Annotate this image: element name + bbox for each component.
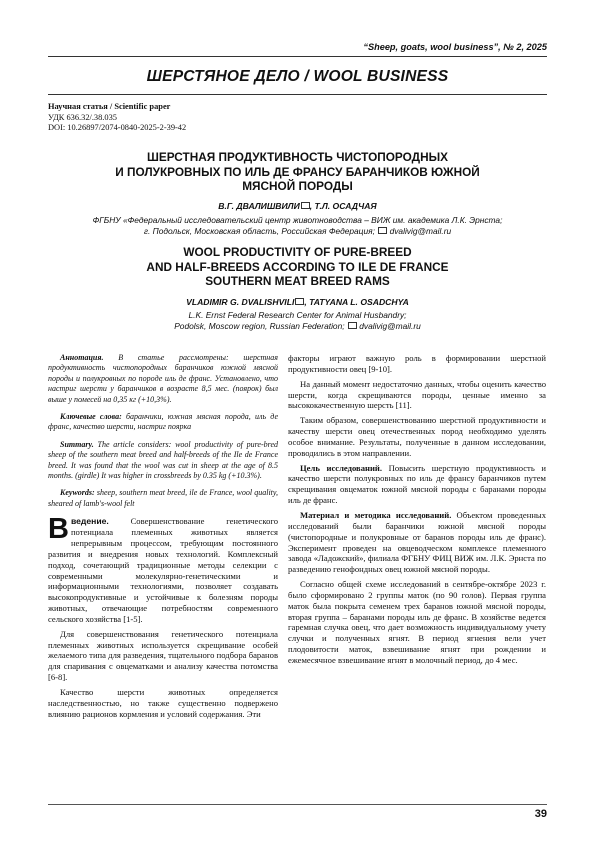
ru-email: dvalivig@mail.ru <box>389 225 452 236</box>
article-meta <box>48 102 186 134</box>
en-title-line: AND HALF-BREEDS ACCORDING TO ILE DE FRANCE <box>146 259 449 274</box>
left-column <box>48 353 278 723</box>
envelope-icon <box>295 298 304 305</box>
ru-affil-location: г. Подольск, Московская область, Российская Федерация; <box>143 225 375 236</box>
abstract-ru-label: Аннотация. <box>60 353 104 362</box>
envelope-icon <box>348 322 357 329</box>
envelope-icon <box>378 227 387 234</box>
en-affiliation <box>48 310 547 331</box>
keywords-ru <box>48 412 278 433</box>
journal-header: “Sheep, goats, wool business”, № 2, 2025 <box>363 42 547 52</box>
ru-affil-line-2 <box>48 226 547 237</box>
abstract-en-text: The article considers: wool productivity of pure-bred sheep of the southern meat breed and half-breeds of the Ile de France breed. It was found that the wool was cut in sheep at the age of 8.5 months. (girdle) It was higher in crossbreeds by 0.35 kg (+10.3%). <box>48 439 279 481</box>
ru-title-line: ШЕРСТНАЯ ПРОДУКТИВНОСТЬ ЧИСТОПОРОДНЫХ <box>146 150 449 164</box>
en-email: dvalivig@mail.ru <box>359 320 421 331</box>
en-affil-line-2 <box>48 321 547 332</box>
goal-heading: Цель исследований. <box>300 462 383 473</box>
body-paragraph: На данный момент недостаточно данных, чтобы оценить качество шерсти, когда скрещиваются породы, ценные именно за высококачественную шерсть [11]. <box>288 378 546 411</box>
page-number: 39 <box>534 808 547 820</box>
goal-text: Повысить шерстную продуктивность и качество шерсти полукровных по иль де франсу баранчиков путем скрещивания овцематок южной мясной породы с баранами породы иль де франс. <box>288 462 546 506</box>
ru-author-2: , Т.Л. ОСАДЧАЯ <box>309 201 377 211</box>
abstract-block <box>48 353 278 509</box>
en-title <box>48 245 547 289</box>
doi: DOI: 10.26897/2074-0840-2025-2-39-42 <box>48 123 187 133</box>
section-title: ШЕРСТЯНОЕ ДЕЛО / WOOL BUSINESS <box>146 68 449 85</box>
abstract-ru-text: В статье рассмотрены: шерстная продуктивность чистопородных баранчиков южной мясной породы и полукровных по породе иль де франс. Установлено, что настриг шерсти у баранчиков в возрасте 8,5 мес. (поярок) был выше у помесей на 0,35 кг (+10,3%). <box>48 353 278 404</box>
keywords-ru-text: баранчики, южная мясная порода, иль де франс, качество шерсти, настриг поярка <box>48 412 278 432</box>
keywords-ru-label: Ключевые слова: <box>60 412 122 422</box>
body-paragraph: Качество шерсти животных определяется наследственностью, но также существенно подвержено влиянию рационов кормления и условий содержания. Эти <box>48 686 278 719</box>
en-author-1: VLADIMIR G. DVALISHVILI <box>186 297 295 307</box>
en-authors <box>48 297 547 307</box>
keywords-en-text: sheep, southern meat breed, ile de France, wool quality, sheared of lamb's-wool felt <box>48 488 278 508</box>
section-rule <box>48 94 547 95</box>
keywords-en <box>48 488 278 509</box>
ru-affiliation <box>48 215 547 236</box>
envelope-icon <box>301 202 310 209</box>
ru-title-line: МЯСНОЙ ПОРОДЫ <box>242 179 353 194</box>
en-title-line: SOUTHERN MEAT BREED RAMS <box>205 274 390 289</box>
ru-authors <box>48 201 547 211</box>
intro-heading: ведение. <box>70 516 109 527</box>
en-affil-location: Podolsk, Moscow region, Russian Federation; <box>174 320 345 331</box>
footer-rule <box>48 804 547 805</box>
body-paragraph: Согласно общей схеме исследований в сентябре-октябре 2023 г. было сформировано 2 группы маток (по 90 голов). Первая группа маток была покрыта семенем трех баранов южной мясной породы, вторая группа – баранами породы иль де франс. В хозяйстве ведется гаремная случка овец, что дает возможность индивидуальному учету случки и полученных ягнят. В период ягнения вели учет плодовитости маток, взвешивание ягнят при рождении и ежемесячное взвешивание ягнят в молочный период, до 4 мес. <box>288 579 546 665</box>
ru-title <box>48 150 547 194</box>
udc-code: УДК 636.32/.38.035 <box>48 112 117 122</box>
en-author-2: , TATYANA L. OSADCHYA <box>304 297 409 307</box>
ru-title-line: И ПОЛУКРОВНЫХ ПО ИЛЬ ДЕ ФРАНСУ БАРАНЧИКОВ ЮЖНОЙ <box>115 164 480 179</box>
body-paragraph: факторы играют важную роль в формировании шерстной продуктивности овец [9-10]. <box>288 353 546 374</box>
drop-cap: В <box>48 513 69 546</box>
paper-type: Научная статья / Scientific paper <box>48 102 171 111</box>
header-rule <box>48 56 547 57</box>
abstract-en <box>48 440 278 482</box>
abstract-en-label: Summary. <box>60 439 94 449</box>
ru-author-1: В.Г. ДВАЛИШВИЛИ <box>218 201 300 211</box>
goal-paragraph <box>288 463 546 506</box>
en-title-line: WOOL PRODUCTIVITY OF PURE-BREED <box>183 245 412 259</box>
intro-paragraph <box>48 513 278 624</box>
right-column <box>288 353 546 670</box>
abstract-ru <box>48 353 278 405</box>
ru-affil-line-1: ФГБНУ «Федеральный исследовательский центр животноводства – ВИЖ им. академика Л.К. Эрнста; <box>92 215 503 225</box>
methods-heading: Материал и методика исследований. <box>300 509 452 520</box>
body-paragraph: Таким образом, совершенствованию шерстной продуктивности и качеству шерсти овец отечественных пород необходимо уделять особое внимание. Результаты, полученные в данном исследовании, проводились в этом направлении. <box>288 415 546 458</box>
keywords-en-label: Keywords: <box>60 488 95 498</box>
en-affil-line-1: L.K. Ernst Federal Research Center for Animal Husbandry; <box>188 310 407 320</box>
methods-text: Объектом проведенных исследований были баранчики южной мясной породы (чистопородные и полукровные от баранов породы иль де франс). Эксперимент проведен на овцеводческом комплексе племенного завода «Ладожский», филиала ФГБНУ ФИЦ ВИЖ им. Л.К. Эрнста по разведению генофондных овец южной мясной породы. <box>288 509 546 575</box>
intro-text: Совершенствование генетического потенциала племенных животных является непрерывным процессом, требующим постоянного развития и внедрения новых технологий. Комплексный подход, сочетающий традиционные методы селекции с современными молекулярно-генетическими и информационными технологиями, позволяет создавать высокопродуктивные и устойчивые к болезням породы животных, отвечающие потребностям современного сельского хозяйства [1-5]. <box>48 516 278 624</box>
body-paragraph: Для совершенствования генетического потенциала племенных животных используется скрещивание особей желаемого типа для разведения, тщательного подбора баранов для спаривания с овцематками и анализу качества потомства [6-8]. <box>48 628 278 683</box>
methods-paragraph <box>288 510 546 575</box>
